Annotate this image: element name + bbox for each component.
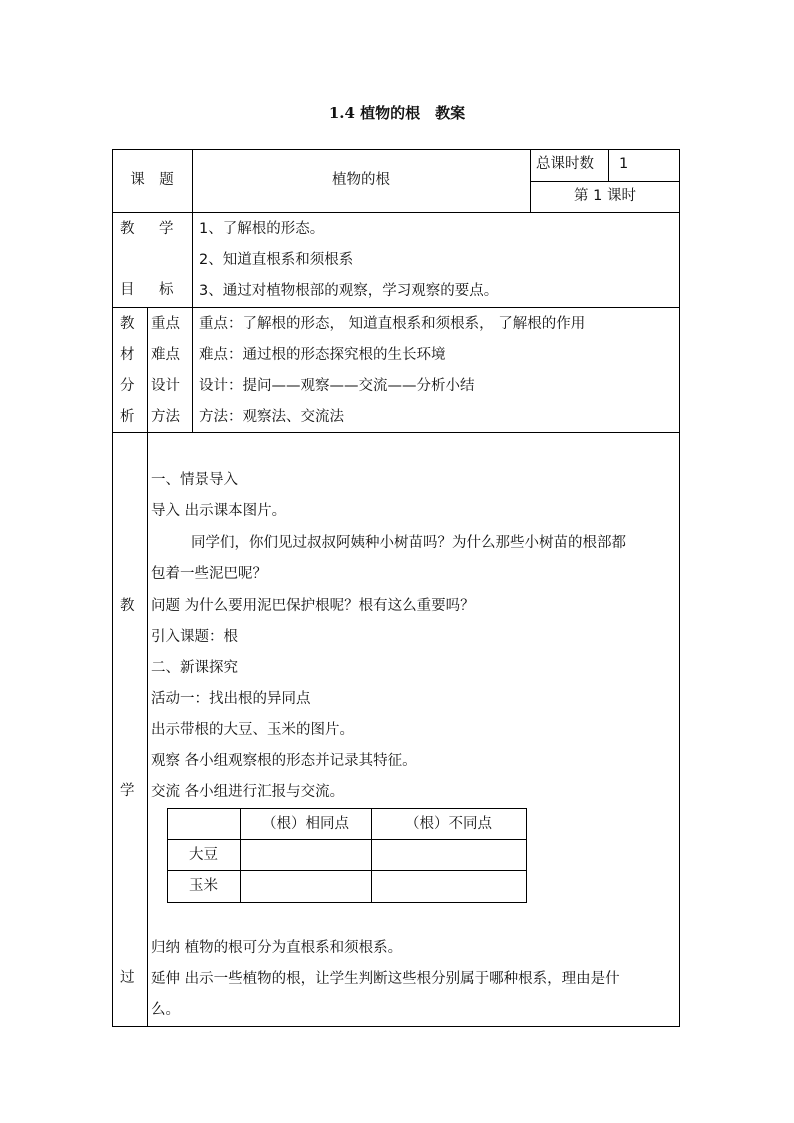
lesson-number: 第 1 课时 [574, 188, 636, 204]
total-hours-value: 1 [619, 156, 629, 172]
analysis-side-char: 材 [120, 347, 135, 363]
analysis-side-char: 分 [120, 378, 135, 394]
table-rule [530, 181, 680, 182]
goal-item: 2、知道直根系和须根系 [199, 252, 354, 268]
analysis-design-text: 设计：提问——观察——交流——分析小结 [199, 378, 475, 394]
goal-item: 1、了解根的形态。 [199, 221, 325, 237]
table-border-left [112, 149, 113, 1027]
section-heading: 一、情景导入 [151, 472, 238, 488]
table-rule [112, 432, 680, 433]
table-border-top [112, 149, 680, 150]
table-rule [112, 212, 680, 213]
inner-table-rule [526, 808, 527, 903]
extension-line: 么。 [151, 1002, 180, 1018]
process-line: 包着一些泥巴呢？ [151, 566, 267, 582]
process-side-char: 学 [120, 783, 135, 799]
analysis-difficulty-text: 难点：通过根的形态探究根的生长环境 [199, 347, 446, 363]
analysis-difficulty-label: 难点 [151, 347, 180, 363]
inner-header-diff: （根）不同点 [405, 816, 492, 832]
section-heading: 二、新课探究 [151, 660, 238, 676]
process-line: 问题 为什么要用泥巴保护根呢？根有这么重要吗？ [151, 598, 475, 614]
process-line: 导入 出示课本图片。 [151, 503, 287, 519]
process-side-char: 过 [120, 970, 135, 986]
process-line: 交流 各小组进行汇报与交流。 [151, 784, 345, 800]
goals-label-char: 目 [120, 282, 135, 298]
topic-value: 植物的根 [332, 172, 390, 188]
summary-line: 归纳 植物的根可分为直根系和须根系。 [151, 940, 403, 956]
lesson-plan-table [112, 149, 680, 1027]
goal-item: 3、通过对植物根部的观察，学习观察的要点。 [199, 283, 499, 299]
inner-row-soybean: 大豆 [189, 847, 218, 863]
process-line: 同学们，你们见过叔叔阿姨种小树苗吗？为什么那些小树苗的根部都 [191, 535, 626, 551]
extension-line: 延伸 出示一些植物的根，让学生判断这些根分别属于哪种根系，理由是什 [151, 971, 620, 987]
table-rule [147, 307, 148, 1026]
analysis-key-text: 重点：了解根的形态， 知道直根系和须根系， 了解根的作用 [199, 316, 586, 332]
inner-table-rule [167, 808, 527, 809]
total-hours-label: 总课时数 [536, 156, 594, 172]
table-border-bottom [112, 1026, 680, 1027]
table-border-right [679, 149, 680, 1027]
analysis-key-label: 重点 [151, 316, 180, 332]
goals-label-char: 教 [120, 221, 135, 237]
process-line: 引入课题：根 [151, 629, 238, 645]
topic-label: 课 题 [130, 172, 174, 188]
table-rule [112, 307, 680, 308]
process-side-char: 教 [120, 598, 135, 614]
inner-table-rule [167, 870, 527, 871]
inner-row-corn: 玉米 [189, 878, 218, 894]
goals-label-char: 学 [159, 221, 174, 237]
analysis-method-text: 方法：观察法、交流法 [199, 409, 344, 425]
table-rule [192, 307, 193, 432]
analysis-side-char: 析 [120, 409, 135, 425]
process-line: 活动一：找出根的异同点 [151, 691, 311, 707]
process-line: 出示带根的大豆、玉米的图片。 [151, 722, 354, 738]
goals-label-char: 标 [159, 282, 174, 298]
document-title: 1.4 植物的根 教案 [328, 104, 466, 122]
table-rule [608, 149, 609, 181]
inner-table-rule [167, 902, 527, 903]
analysis-method-label: 方法 [151, 409, 180, 425]
table-rule [192, 212, 193, 307]
inner-header-same: （根）相同点 [262, 816, 349, 832]
analysis-design-label: 设计 [151, 378, 180, 394]
inner-table-rule [167, 839, 527, 840]
process-line: 观察 各小组观察根的形态并记录其特征。 [151, 753, 417, 769]
analysis-side-char: 教 [120, 316, 135, 332]
